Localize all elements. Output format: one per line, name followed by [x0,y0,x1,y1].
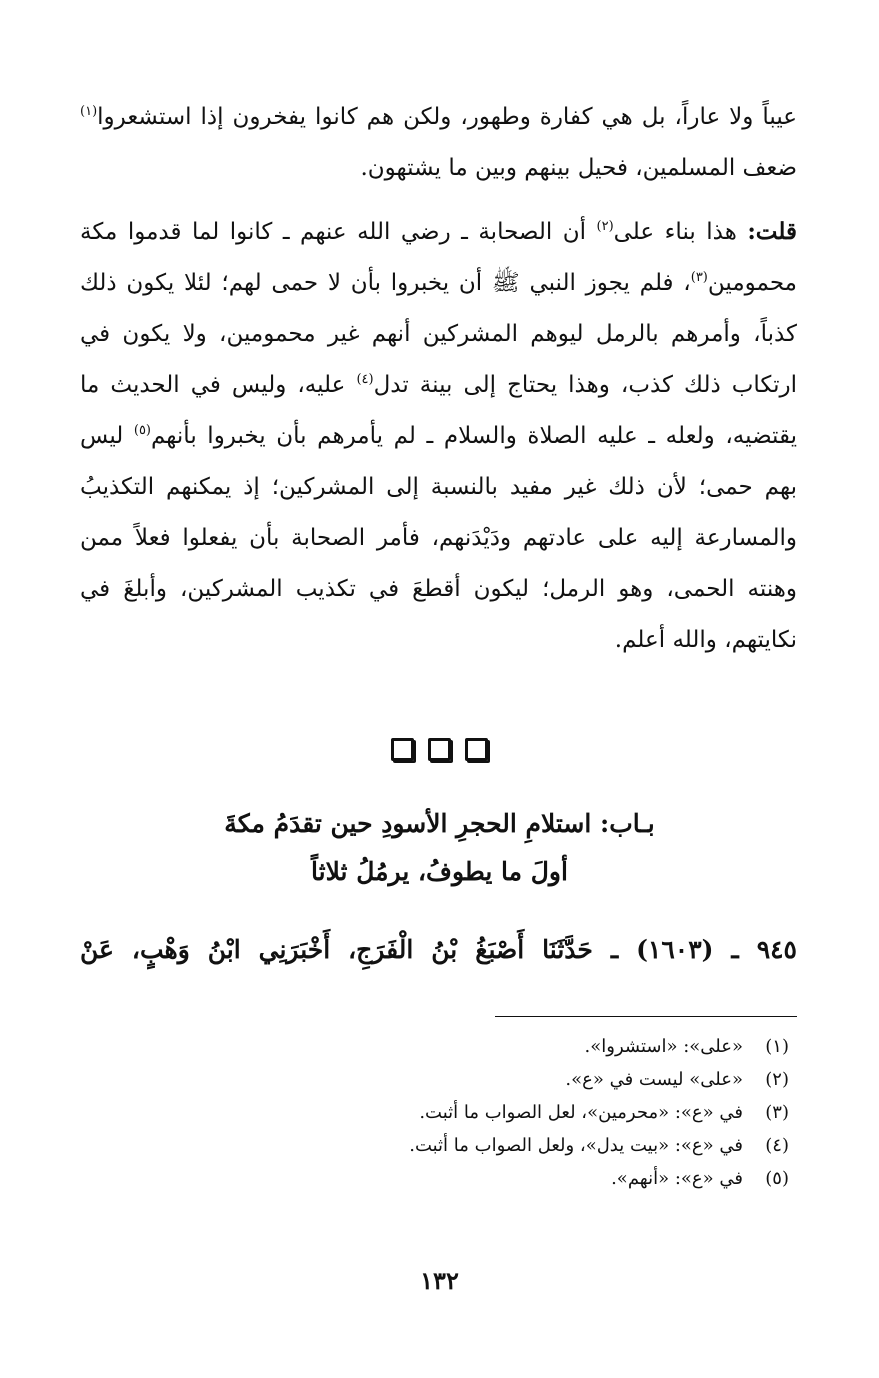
paragraph-2-lead: قلت: [747,218,797,245]
paragraph-2 [80,206,797,666]
footnote-number: (٥) [765,1168,789,1189]
footnote-text: «على» ليست في «ع». [565,1069,743,1090]
footnotes [80,1030,789,1195]
footnote-item [80,1162,789,1195]
page-number: ١٣٢ [420,1266,459,1295]
paragraph-1-text-a: عيباً ولا عاراً، بل هي كفارة وطهور، ولكن هم كانوا يفخرون إذا استشعروا [97,104,797,130]
main-text [80,92,797,666]
section-separator [0,738,879,761]
chapter-heading-line-2: أولَ ما يطوفُ، يرمُلُ ثلاثاً [311,857,568,886]
footnote-item [80,1063,789,1096]
chapter-heading-line-1: بـاب: استلامِ الحجرِ الأسودِ حين تقدَمُ مكةَ [224,809,655,838]
paragraph-1 [80,92,797,194]
paragraph-2-text-a: هذا بناء على [613,219,748,245]
footnote-number: (٢) [765,1069,789,1090]
footnote-ref-2[interactable]: (٢) [596,219,614,234]
square-ornament-icon [465,738,488,761]
footnote-item [80,1129,789,1162]
footnote-number: (١) [765,1036,789,1057]
footnote-ref-5[interactable]: (٥) [133,423,151,438]
footnote-number: (٣) [765,1102,789,1123]
square-ornament-icon [428,738,451,761]
footnote-ref-3[interactable]: (٣) [690,270,708,285]
footnote-text: «على»: «استشروا». [584,1036,743,1057]
chapter-heading [80,800,799,896]
footnote-ref-4[interactable]: (٤) [356,372,374,387]
footnote-text: في «ع»: «أنهم». [611,1168,743,1189]
paragraph-2-text-d: عليه، وليس في الحديث ما يقتضيه، ولعله ـ عليه الصلاة والسلام ـ لم يأمرهم بأن يخبروا بأنهم [80,372,797,449]
paragraph-2-text-c: ، فلم يجوز النبي ﷺ أن يخبروا بأن لا حمى لهم؛ لئلا يكون ذلك كذباً، وأمرهم بالرمل ليوهم المشركين أنهم غير محمومين، ولا يكون في ارتكاب ذلك كذب، وهذا يحتاج إلى بينة تدل [80,270,797,398]
footnote-item [80,1096,789,1129]
paragraph-1-text-b: ضعف المسلمين، فحيل بينهم وبين ما يشتهون. [360,155,797,181]
footnote-divider [495,1016,797,1017]
hadith-line: ٩٤٥ ـ (١٦٠٣) ـ حَدَّثَنَا أَصْبَغُ بْنُ الْفَرَجِ، أَخْبَرَنِي ابْنُ وَهْبٍ، عَنْ [80,935,797,964]
footnote-ref-1[interactable]: (١) [80,104,98,119]
footnote-item [80,1030,789,1063]
footnote-text: في «ع»: «بيت يدل»، ولعل الصواب ما أثبت. [409,1135,743,1156]
square-ornament-icon [391,738,414,761]
footnote-number: (٤) [765,1135,789,1156]
paragraph-2-text-b: أن الصحابة ـ رضي الله عنهم ـ كانوا لما قدموا مكة محمومين [80,219,797,296]
footnote-text: في «ع»: «محرمين»، لعل الصواب ما أثبت. [419,1102,743,1123]
paragraph-2-text-e: ليس بهم حمى؛ لأن ذلك غير مفيد بالنسبة إلى المشركين؛ إذ يمكنهم التكذيبُ والمسارعة إليه على عادتهم ودَيْدَنهم، فأمر الصحابة بأن يفعلوا فعلاً ممن وهنته الحمى، وهو الرمل؛ ليكون أقطعَ في تكذيب المشركين، وأبلغَ في نكايتهم، والله أعلم. [80,423,797,653]
